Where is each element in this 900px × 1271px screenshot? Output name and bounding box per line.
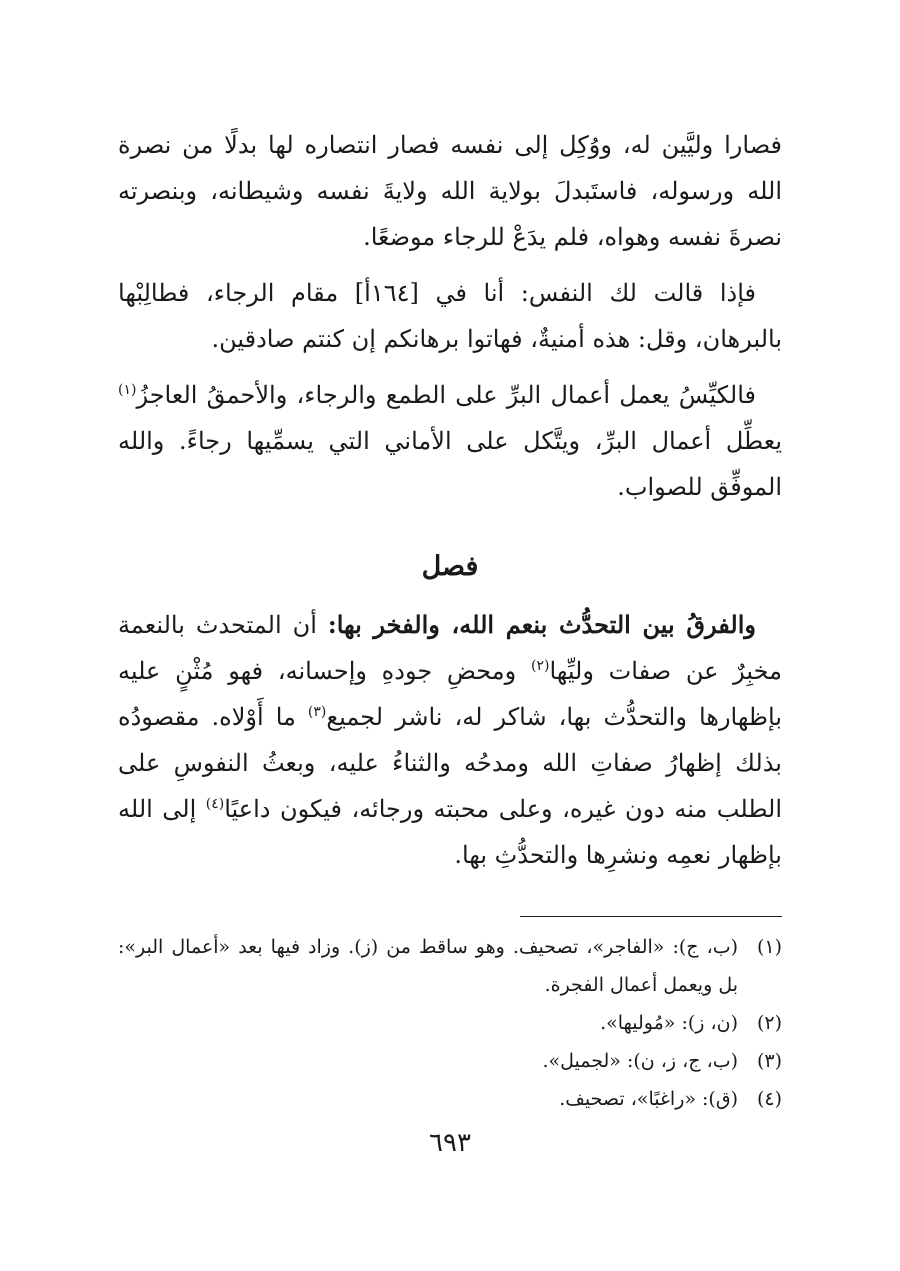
footnote-4 [118, 1080, 782, 1118]
footnote-2-text: (ن، ز): «مُوليها». [600, 1012, 738, 1034]
footnote-4-text: (ق): «راغبًا»، تصحيف. [559, 1088, 738, 1110]
footnote-ref-2: (٢) [530, 658, 550, 674]
paragraph-3-text-b: يعطِّل أعمال البرِّ، ويتَّكل على الأماني التي يسمِّيها رجاءً. والله الموفِّق للصواب. [118, 427, 782, 501]
paragraph-3 [118, 372, 782, 510]
footnote-3-number: (٣) [756, 1050, 782, 1072]
paragraph-4-text-a: أن المتحدث بالنعمة مخبِرٌ عن صفات وليِّها [118, 611, 782, 685]
footnote-separator [520, 916, 782, 917]
footnote-3 [118, 1042, 782, 1080]
footnote-3-text: (ب، ج، ز، ن): «لجميل». [542, 1050, 738, 1072]
footnotes [118, 928, 782, 1118]
footnote-ref-1: (١) [118, 382, 137, 398]
paragraph-4-lead: والفرقُ بين التحدُّث بنعم الله، والفخر بها: [327, 610, 756, 639]
footnote-2 [118, 1004, 782, 1042]
paragraph-1 [118, 122, 782, 260]
paragraph-4-text-d: إلى الله بإظهار نعمِه ونشرِها والتحدُّثِ بها. [118, 795, 782, 869]
main-text [118, 122, 782, 888]
paragraph-3-text-a: فالكيِّسُ يعمل أعمال البرِّ على الطمع والرجاء، والأحمقُ العاجزُ [136, 381, 756, 409]
paragraph-2-text: فإذا قالت لك النفس: أنا في [١٦٤أ] مقام الرجاء، فطالِبْها بالبرهان، وقل: هذه أمنيةٌ، فهاتوا برهانكم إن كنتم صادقين. [118, 279, 782, 353]
footnote-1-number: (١) [756, 936, 782, 958]
footnote-4-number: (٤) [756, 1088, 782, 1110]
footnote-1 [118, 928, 782, 1004]
paragraph-4-text-c: ما أَوْلاه. مقصودُه بذلك إظهارُ صفاتِ الله ومدحُه والثناءُ عليه، وبعثُ النفوسِ على الطلب منه دون غيره، وعلى محبته ورجائه، فيكون داعيًا [118, 703, 782, 823]
footnote-ref-4: (٤) [205, 796, 225, 812]
paragraph-2 [118, 270, 782, 362]
footnote-ref-3: (٣) [307, 704, 327, 720]
footnote-2-number: (٢) [756, 1012, 782, 1034]
section-heading: فصل [421, 551, 479, 582]
footnote-1-text: (ب، ج): «الفاجر»، تصحيف. وهو ساقط من (ز). وزاد فيها بعد «أعمال البر»: بل ويعمل أعمال الفجرة. [118, 936, 738, 996]
paragraph-1-text: فصارا وليَّين له، ووُكِل إلى نفسه فصار انتصاره لها بدلًا من نصرة الله ورسوله، فاستَبدلَ بولاية الله ولايةَ نفسه وشيطانه، وبنصرته نصرةَ نفسه وهواه، فلم يدَعْ للرجاء موضعًا. [118, 131, 782, 251]
paragraph-4 [118, 602, 782, 878]
page-number: ٦٩٣ [429, 1128, 471, 1158]
paragraph-4-text-b: ومحضِ جودهِ وإحسانه، فهو مُثْنٍ عليه بإظهارها والتحدُّث بها، شاكر له، ناشر لجميع [118, 657, 783, 731]
